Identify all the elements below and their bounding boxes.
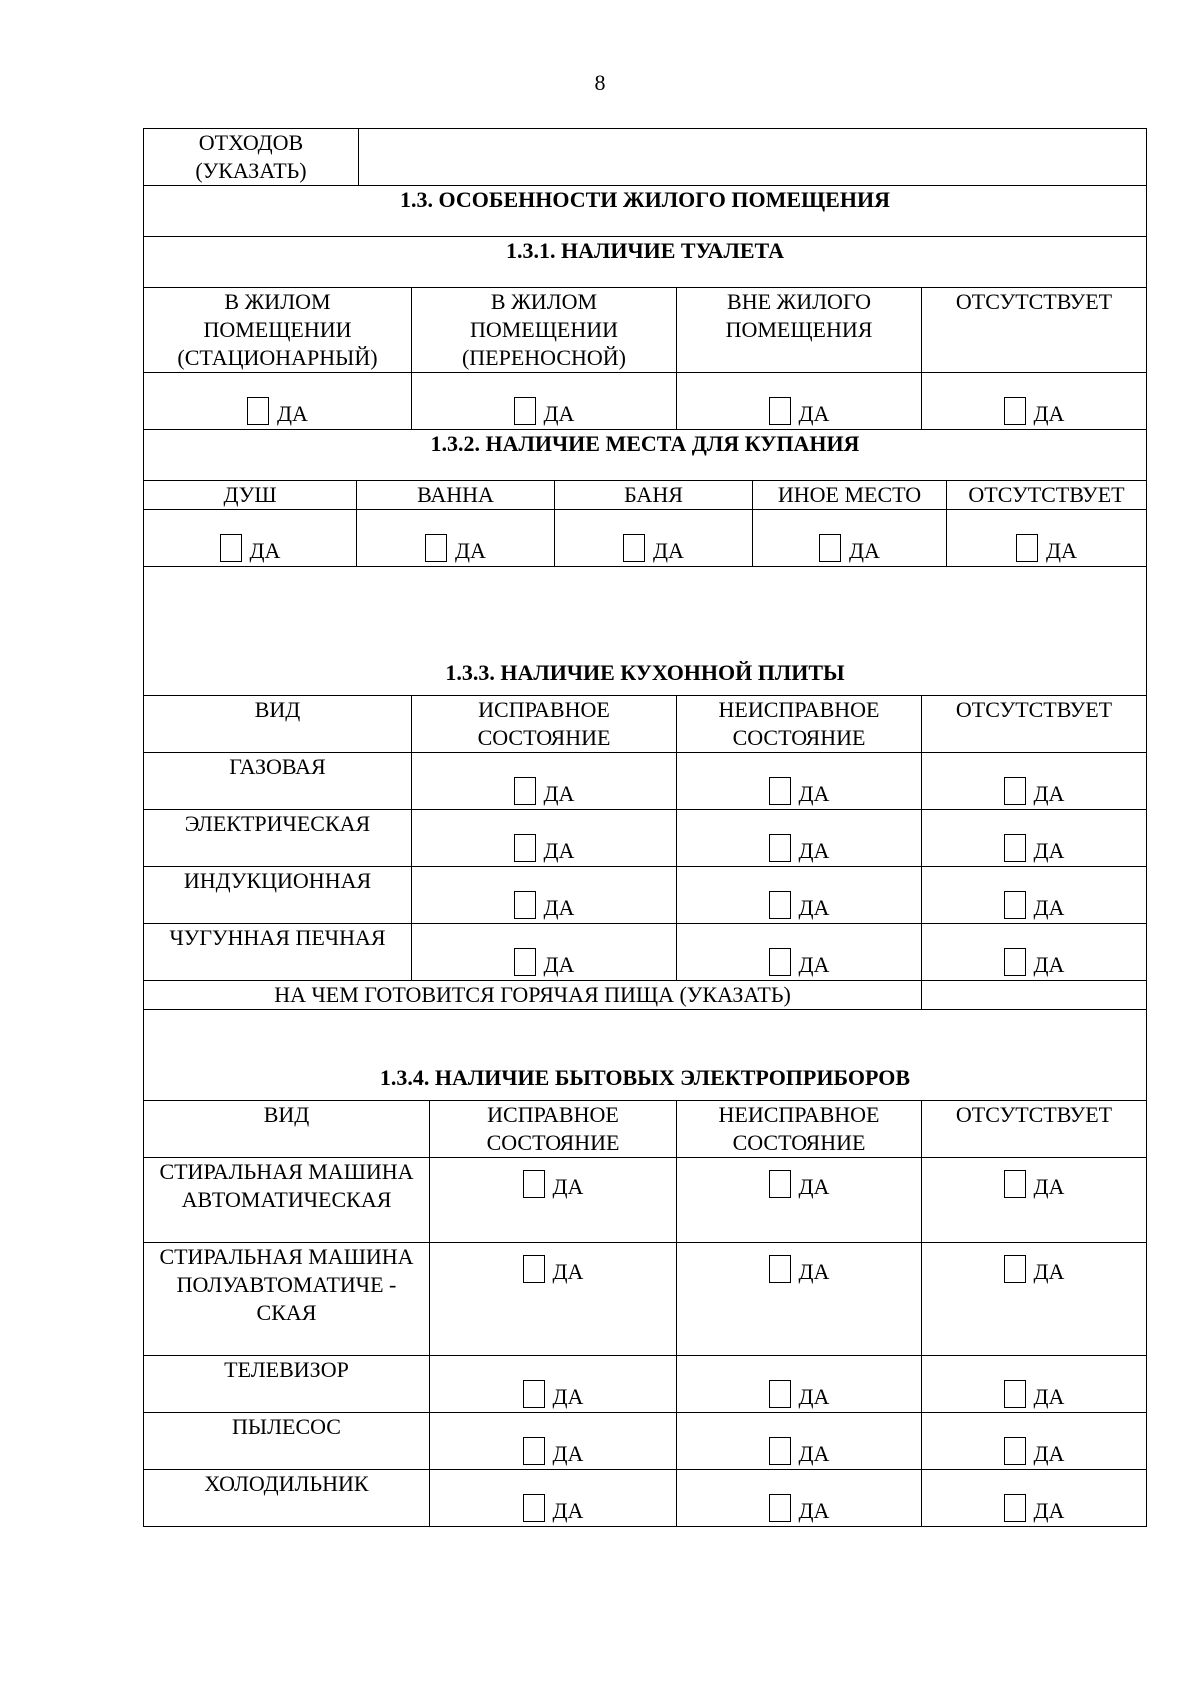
toilet-header-portable: В ЖИЛОМ ПОМЕЩЕНИИ (ПЕРЕНОСНОЙ) [412, 288, 677, 373]
appliance-option-absent [922, 1356, 1147, 1413]
checkbox[interactable] [514, 777, 536, 805]
checkbox[interactable] [1004, 834, 1026, 862]
bathing-header-absent: ОТСУТСТВУЕТ [947, 481, 1147, 510]
stove-option-absent [922, 924, 1147, 981]
bathing-section [143, 429, 1147, 481]
checkbox[interactable] [514, 948, 536, 976]
checkbox[interactable] [1004, 1437, 1026, 1465]
appliance-option-working [430, 1243, 677, 1356]
bathing-header-shower: ДУШ [144, 481, 357, 510]
yes-label: ДА [543, 895, 575, 920]
stove-option-absent [922, 810, 1147, 867]
toilet-title: 1.3.1. НАЛИЧИЕ ТУАЛЕТА [144, 237, 1147, 288]
appliances-header-broken: НЕИСПРАВНОЕ СОСТОЯНИЕ [677, 1101, 922, 1158]
appliance-row-label: ТЕЛЕВИЗОР [144, 1356, 430, 1413]
section-1-3-title: 1.3. ОСОБЕННОСТИ ЖИЛОГО ПОМЕЩЕНИЯ [144, 186, 1147, 237]
yes-label: ДА [1033, 895, 1065, 920]
stove-option-broken [677, 924, 922, 981]
yes-label: ДА [552, 1441, 584, 1466]
yes-label: ДА [552, 1259, 584, 1284]
toilet-header-absent: ОТСУТСТВУЕТ [922, 288, 1147, 373]
stove-option-absent [922, 867, 1147, 924]
checkbox[interactable] [523, 1494, 545, 1522]
checkbox[interactable] [1004, 1170, 1026, 1198]
appliances-header-working: ИСПРАВНОЕ СОСТОЯНИЕ [430, 1101, 677, 1158]
yes-label: ДА [1033, 781, 1065, 806]
toilet-option-portable [412, 373, 677, 430]
yes-label: ДА [798, 1174, 830, 1199]
yes-label: ДА [1033, 1174, 1065, 1199]
stove-option-broken [677, 753, 922, 810]
yes-label: ДА [277, 401, 308, 426]
bathing-option-other [753, 510, 947, 567]
yes-label: ДА [552, 1174, 584, 1199]
yes-label: ДА [543, 952, 575, 977]
checkbox[interactable] [769, 834, 791, 862]
table-row [144, 867, 1147, 924]
appliance-option-broken [677, 1158, 922, 1243]
checkbox[interactable] [819, 534, 841, 562]
stove-option-working [412, 924, 677, 981]
stove-row-label: ЧУГУННАЯ ПЕЧНАЯ [144, 924, 412, 981]
checkbox[interactable] [769, 1255, 791, 1283]
stove-row-label: ГАЗОВАЯ [144, 753, 412, 810]
stove-option-broken [677, 867, 922, 924]
checkbox[interactable] [769, 1437, 791, 1465]
page-number: 8 [594, 70, 606, 95]
stove-header-type: ВИД [144, 696, 412, 753]
toilet-header-outside: ВНЕ ЖИЛОГО ПОМЕЩЕНИЯ [677, 288, 922, 373]
yes-label: ДА [552, 1498, 584, 1523]
bathing-table [143, 480, 1147, 567]
checkbox[interactable] [514, 891, 536, 919]
table-row [144, 753, 1147, 810]
hot-food-input[interactable] [922, 981, 1147, 1010]
appliance-row-label: ПЫЛЕСОС [144, 1413, 430, 1470]
yes-label: ДА [543, 401, 575, 426]
appliance-option-working [430, 1356, 677, 1413]
toilet-section [143, 236, 1147, 288]
toilet-option-stationary [144, 373, 412, 430]
stove-option-working [412, 867, 677, 924]
yes-label: ДА [798, 1384, 830, 1409]
checkbox[interactable] [769, 397, 791, 425]
yes-label: ДА [1033, 1259, 1065, 1284]
table-row [144, 1470, 1147, 1527]
yes-label: ДА [798, 952, 830, 977]
yes-label: ДА [653, 538, 684, 563]
checkbox[interactable] [514, 397, 536, 425]
yes-label: ДА [1046, 538, 1077, 563]
stove-option-broken [677, 810, 922, 867]
appliance-option-broken [677, 1243, 922, 1356]
yes-label: ДА [798, 895, 830, 920]
yes-label: ДА [798, 838, 830, 863]
appliances-table [143, 1100, 1147, 1527]
checkbox[interactable] [769, 891, 791, 919]
bathing-header-bath: ВАННА [357, 481, 555, 510]
checkbox[interactable] [247, 397, 269, 425]
appliances-header-type: ВИД [144, 1101, 430, 1158]
stove-title: 1.3.3. НАЛИЧИЕ КУХОННОЙ ПЛИТЫ [144, 567, 1147, 696]
appliance-option-absent [922, 1470, 1147, 1527]
table-row [144, 1356, 1147, 1413]
yes-label: ДА [798, 1259, 830, 1284]
checkbox[interactable] [1004, 777, 1026, 805]
checkbox[interactable] [769, 1170, 791, 1198]
checkbox[interactable] [769, 1380, 791, 1408]
table-row [144, 1413, 1147, 1470]
appliances-header-absent: ОТСУТСТВУЕТ [922, 1101, 1147, 1158]
toilet-table [143, 287, 1147, 430]
toilet-header-stationary: В ЖИЛОМ ПОМЕЩЕНИИ (СТАЦИОНАРНЫЙ) [144, 288, 412, 373]
appliance-option-absent [922, 1158, 1147, 1243]
waste-input[interactable] [359, 129, 1147, 186]
yes-label: ДА [798, 1441, 830, 1466]
table-row [144, 1243, 1147, 1356]
stove-table [143, 695, 1147, 981]
appliance-row-label: СТИРАЛЬНАЯ МАШИНА ПОЛУАВТОМАТИЧЕ - СКАЯ [144, 1243, 430, 1356]
stove-option-working [412, 810, 677, 867]
appliance-option-working [430, 1470, 677, 1527]
stove-section [143, 566, 1147, 696]
yes-label: ДА [543, 781, 575, 806]
table-row [144, 810, 1147, 867]
checkbox[interactable] [1004, 1494, 1026, 1522]
checkbox[interactable] [769, 1494, 791, 1522]
appliance-option-broken [677, 1356, 922, 1413]
yes-label: ДА [1033, 838, 1065, 863]
stove-header-working: ИСПРАВНОЕ СОСТОЯНИЕ [412, 696, 677, 753]
yes-label: ДА [552, 1384, 584, 1409]
checkbox[interactable] [1004, 891, 1026, 919]
bathing-option-shower [144, 510, 357, 567]
appliance-option-broken [677, 1470, 922, 1527]
yes-label: ДА [798, 401, 830, 426]
yes-label: ДА [455, 538, 486, 563]
bathing-title: 1.3.2. НАЛИЧИЕ МЕСТА ДЛЯ КУПАНИЯ [144, 430, 1147, 481]
checkbox[interactable] [1004, 948, 1026, 976]
section-1-3 [143, 185, 1147, 237]
bathing-option-banya [555, 510, 753, 567]
bathing-option-bath [357, 510, 555, 567]
appliance-row-label: ХОЛОДИЛЬНИК [144, 1470, 430, 1527]
checkbox[interactable] [1004, 1380, 1026, 1408]
survey-form [143, 128, 1147, 1527]
bathing-header-banya: БАНЯ [555, 481, 753, 510]
toilet-option-absent [922, 373, 1147, 430]
stove-option-absent [922, 753, 1147, 810]
stove-row-label: ИНДУКЦИОННАЯ [144, 867, 412, 924]
checkbox[interactable] [1004, 397, 1026, 425]
checkbox[interactable] [1004, 1255, 1026, 1283]
appliance-option-absent [922, 1413, 1147, 1470]
appliance-option-broken [677, 1413, 922, 1470]
table-row [144, 1158, 1147, 1243]
yes-label: ДА [1033, 1384, 1065, 1409]
appliance-option-working [430, 1158, 677, 1243]
yes-label: ДА [798, 1498, 830, 1523]
bathing-header-other: ИНОЕ МЕСТО [753, 481, 947, 510]
table-row [144, 924, 1147, 981]
yes-label: ДА [249, 538, 281, 563]
yes-label: ДА [543, 838, 575, 863]
checkbox[interactable] [425, 534, 447, 562]
checkbox[interactable] [514, 834, 536, 862]
waste-table [143, 128, 1147, 186]
checkbox[interactable] [220, 534, 242, 562]
appliance-option-working [430, 1413, 677, 1470]
bathing-option-absent [947, 510, 1147, 567]
hot-food-table [143, 980, 1147, 1010]
yes-label: ДА [1033, 1498, 1065, 1523]
checkbox[interactable] [523, 1255, 545, 1283]
yes-label: ДА [849, 538, 880, 563]
appliances-section [143, 1009, 1147, 1101]
yes-label: ДА [1033, 401, 1065, 426]
yes-label: ДА [798, 781, 830, 806]
stove-header-absent: ОТСУТСТВУЕТ [922, 696, 1147, 753]
checkbox[interactable] [523, 1437, 545, 1465]
checkbox[interactable] [769, 948, 791, 976]
checkbox[interactable] [623, 534, 645, 562]
hot-food-label: НА ЧЕМ ГОТОВИТСЯ ГОРЯЧАЯ ПИЩА (УКАЗАТЬ) [144, 981, 922, 1010]
yes-label: ДА [1033, 952, 1065, 977]
checkbox[interactable] [523, 1170, 545, 1198]
checkbox[interactable] [1016, 534, 1038, 562]
appliance-row-label: СТИРАЛЬНАЯ МАШИНА АВТОМАТИЧЕСКАЯ [144, 1158, 430, 1243]
checkbox[interactable] [769, 777, 791, 805]
stove-header-broken: НЕИСПРАВНОЕ СОСТОЯНИЕ [677, 696, 922, 753]
yes-label: ДА [1033, 1441, 1065, 1466]
appliance-option-absent [922, 1243, 1147, 1356]
toilet-option-outside [677, 373, 922, 430]
stove-row-label: ЭЛЕКТРИЧЕСКАЯ [144, 810, 412, 867]
stove-option-working [412, 753, 677, 810]
waste-label: ОТХОДОВ (УКАЗАТЬ) [144, 129, 359, 186]
checkbox[interactable] [523, 1380, 545, 1408]
appliances-title: 1.3.4. НАЛИЧИЕ БЫТОВЫХ ЭЛЕКТРОПРИБОРОВ [144, 1010, 1147, 1101]
